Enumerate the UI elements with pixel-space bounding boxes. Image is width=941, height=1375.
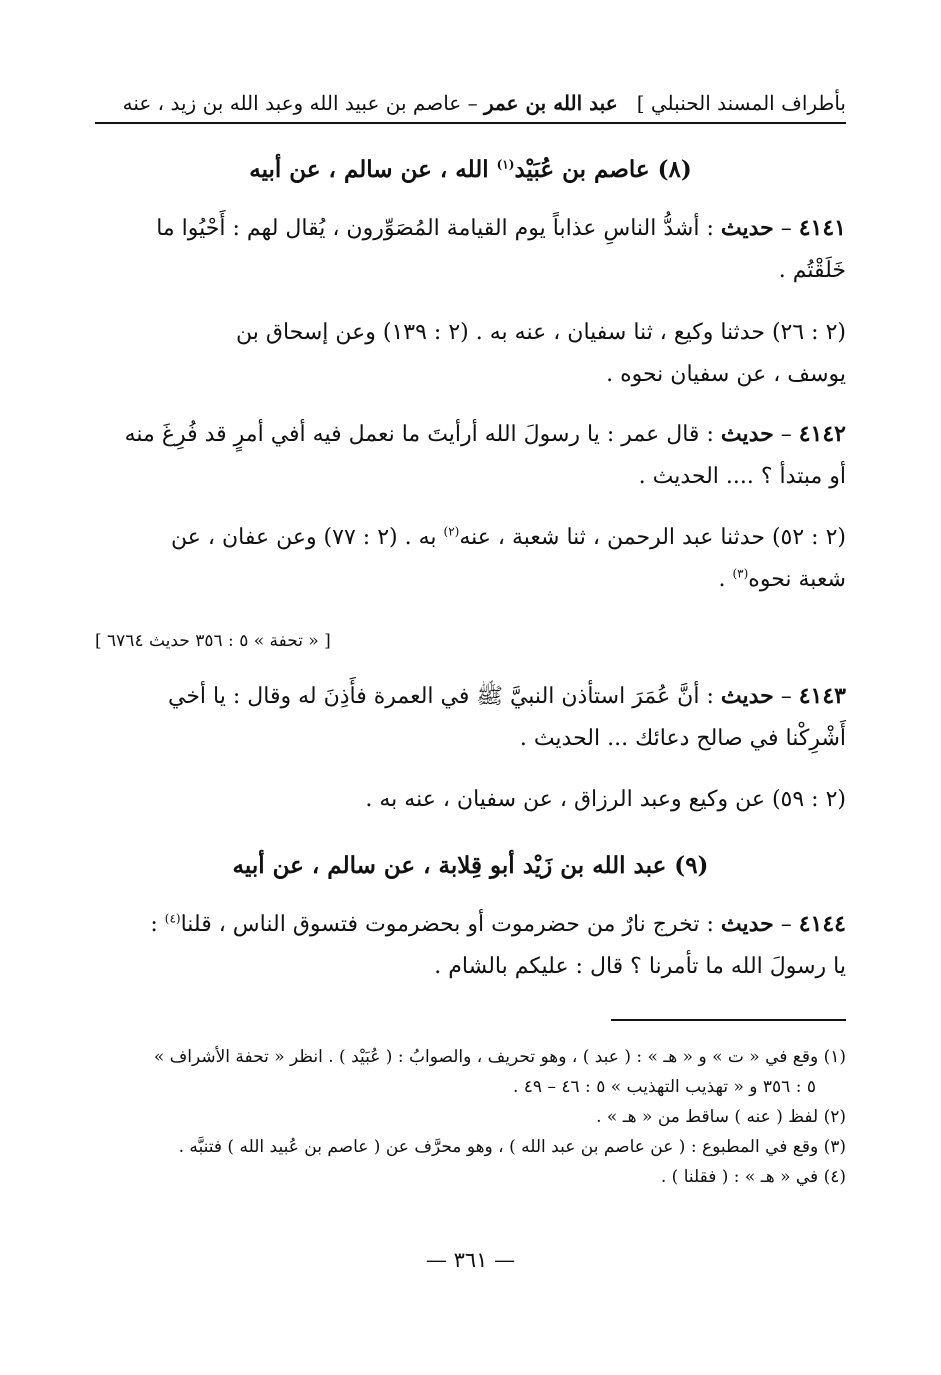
header-companion-name: عبد الله بن عمر [483, 91, 618, 115]
section-heading-text: الله ، عن سالم ، عن أبيه [249, 156, 497, 183]
section-heading-9: (٩) عبد الله بن زَيْد أبو قِلابة ، عن سالم ، عن أبيه [232, 852, 709, 879]
source-line [95, 517, 846, 559]
hadith-text: أو مبتدأ ؟ .... الحديث . [638, 464, 846, 489]
hadith-number: ٤١٤٢ [798, 421, 846, 447]
hadith-text: يا رسولَ الله ما تأمرنا ؟ قال : عليكم بالشام . [434, 954, 846, 979]
hadith-line [95, 207, 846, 250]
hadith-keyword: حديث [720, 683, 774, 709]
footnote-marker: (٤) [164, 911, 181, 926]
source-text: شعبة نحوه [748, 567, 846, 592]
footnote-marker: (٣) [732, 566, 749, 581]
footnote-marker: (٢) [443, 524, 460, 539]
source-text: . [718, 567, 733, 592]
footnote-2: (٢) لفظ ( عنه ) ساقط من « هـ » . [596, 1107, 846, 1127]
hadith-keyword: حديث [720, 421, 774, 447]
source-4141 [95, 312, 846, 396]
hadith-keyword: حديث [720, 911, 774, 937]
source-text: به . (٢ : ٧٧) وعن عفان ، عن [171, 525, 444, 550]
footnote-4: (٤) في « هـ » : ( فقلنا ) . [660, 1167, 846, 1187]
source-4142 [95, 517, 846, 601]
hadith-line [95, 413, 846, 456]
header-chain-names: – عاصم بن عبيد الله وعبد الله بن زيد ، عنه [122, 91, 478, 115]
hadith-4142 [95, 413, 846, 498]
hadith-4143 [95, 675, 846, 760]
hadith-number: ٤١٤٣ [798, 683, 846, 709]
hadith-keyword: حديث [720, 215, 774, 241]
footnote-1-continuation: ٥ : ٣٥٦ و « تهذيب التهذيب » ٥ : ٤٦ – ٤٩ . [512, 1077, 816, 1097]
source-text: (٢ : ٢٦) حدثنا وكيع ، ثنا سفيان ، عنه به . (٢ : ١٣٩) وعن إسحاق بن [236, 320, 846, 345]
tuhfa-reference: [ « تحفة » ٥ : ٣٥٦ حديث ٦٧٦٤ ] [95, 631, 331, 651]
hadith-text: : أنَّ عُمَرَ استأذن النبيَّ ﷺ في العمرة فأَذِنَ له وقال : يا أخي [167, 684, 721, 709]
footnote-1: (١) وقع في « ت » و « هـ » : ( عبد ) ، وهو تحريف ، والصوابُ : ( عُبَيْد ) . انظر « تحفة الأشراف » [153, 1047, 846, 1067]
hadith-4141 [95, 207, 846, 292]
footnote-separator [611, 1019, 846, 1021]
hadith-text: خَلَقْتُم . [778, 258, 846, 283]
dash: – [773, 912, 799, 937]
hadith-4144 [95, 903, 846, 988]
section-heading-8 [95, 153, 846, 187]
source-4143 [95, 779, 846, 821]
hadith-line [95, 675, 846, 718]
hadith-number: ٤١٤١ [798, 215, 846, 241]
source-text: (٢ : ٥٢) حدثنا عبد الرحمن ، ثنا شعبة ، عنه [459, 525, 846, 550]
footnotes [95, 1042, 846, 1192]
source-text: (٢ : ٥٩) عن وكيع وعبد الرزاق ، عن سفيان ، عنه به . [365, 787, 846, 812]
hadith-text: : [150, 912, 165, 937]
hadith-text: : قال عمر : يا رسولَ الله أرأيتَ ما نعمل فيه أفي أمرٍ قد فُرِغَ منه [124, 422, 721, 447]
hadith-number: ٤١٤٤ [798, 911, 846, 937]
running-header [95, 88, 846, 124]
page-number: — ٣٦١ — [425, 1248, 516, 1272]
footnote-marker: (١) [496, 157, 515, 172]
source-text: يوسف ، عن سفيان نحوه . [606, 362, 846, 387]
hadith-text: : أشدُّ الناسِ عذاباً يوم القيامة المُصَوِّرون ، يُقال لهم : أَحْيُوا ما [156, 216, 721, 241]
source-line [95, 559, 846, 601]
hadith-line [95, 903, 846, 946]
section-heading-text: (٨) عاصم بن عُبَيْد [514, 156, 692, 183]
dash: – [773, 422, 799, 447]
hadith-text: : تخرج نارٌ من حضرموت أو بحضرموت فتسوق الناس ، قلنا [180, 912, 721, 937]
dash: – [773, 216, 799, 241]
header-book-title: بأطراف المسند الحنبلي ] [636, 91, 846, 115]
dash: – [773, 684, 799, 709]
hadith-text: أَشْرِكْنا في صالح دعائك ... الحديث . [519, 726, 846, 751]
footnote-3: (٣) وقع في المطبوع : ( عن عاصم بن عبد الله ) ، وهو محرَّف عن ( عاصم بن عُبيد الله ) فتنبَّه . [178, 1137, 846, 1157]
